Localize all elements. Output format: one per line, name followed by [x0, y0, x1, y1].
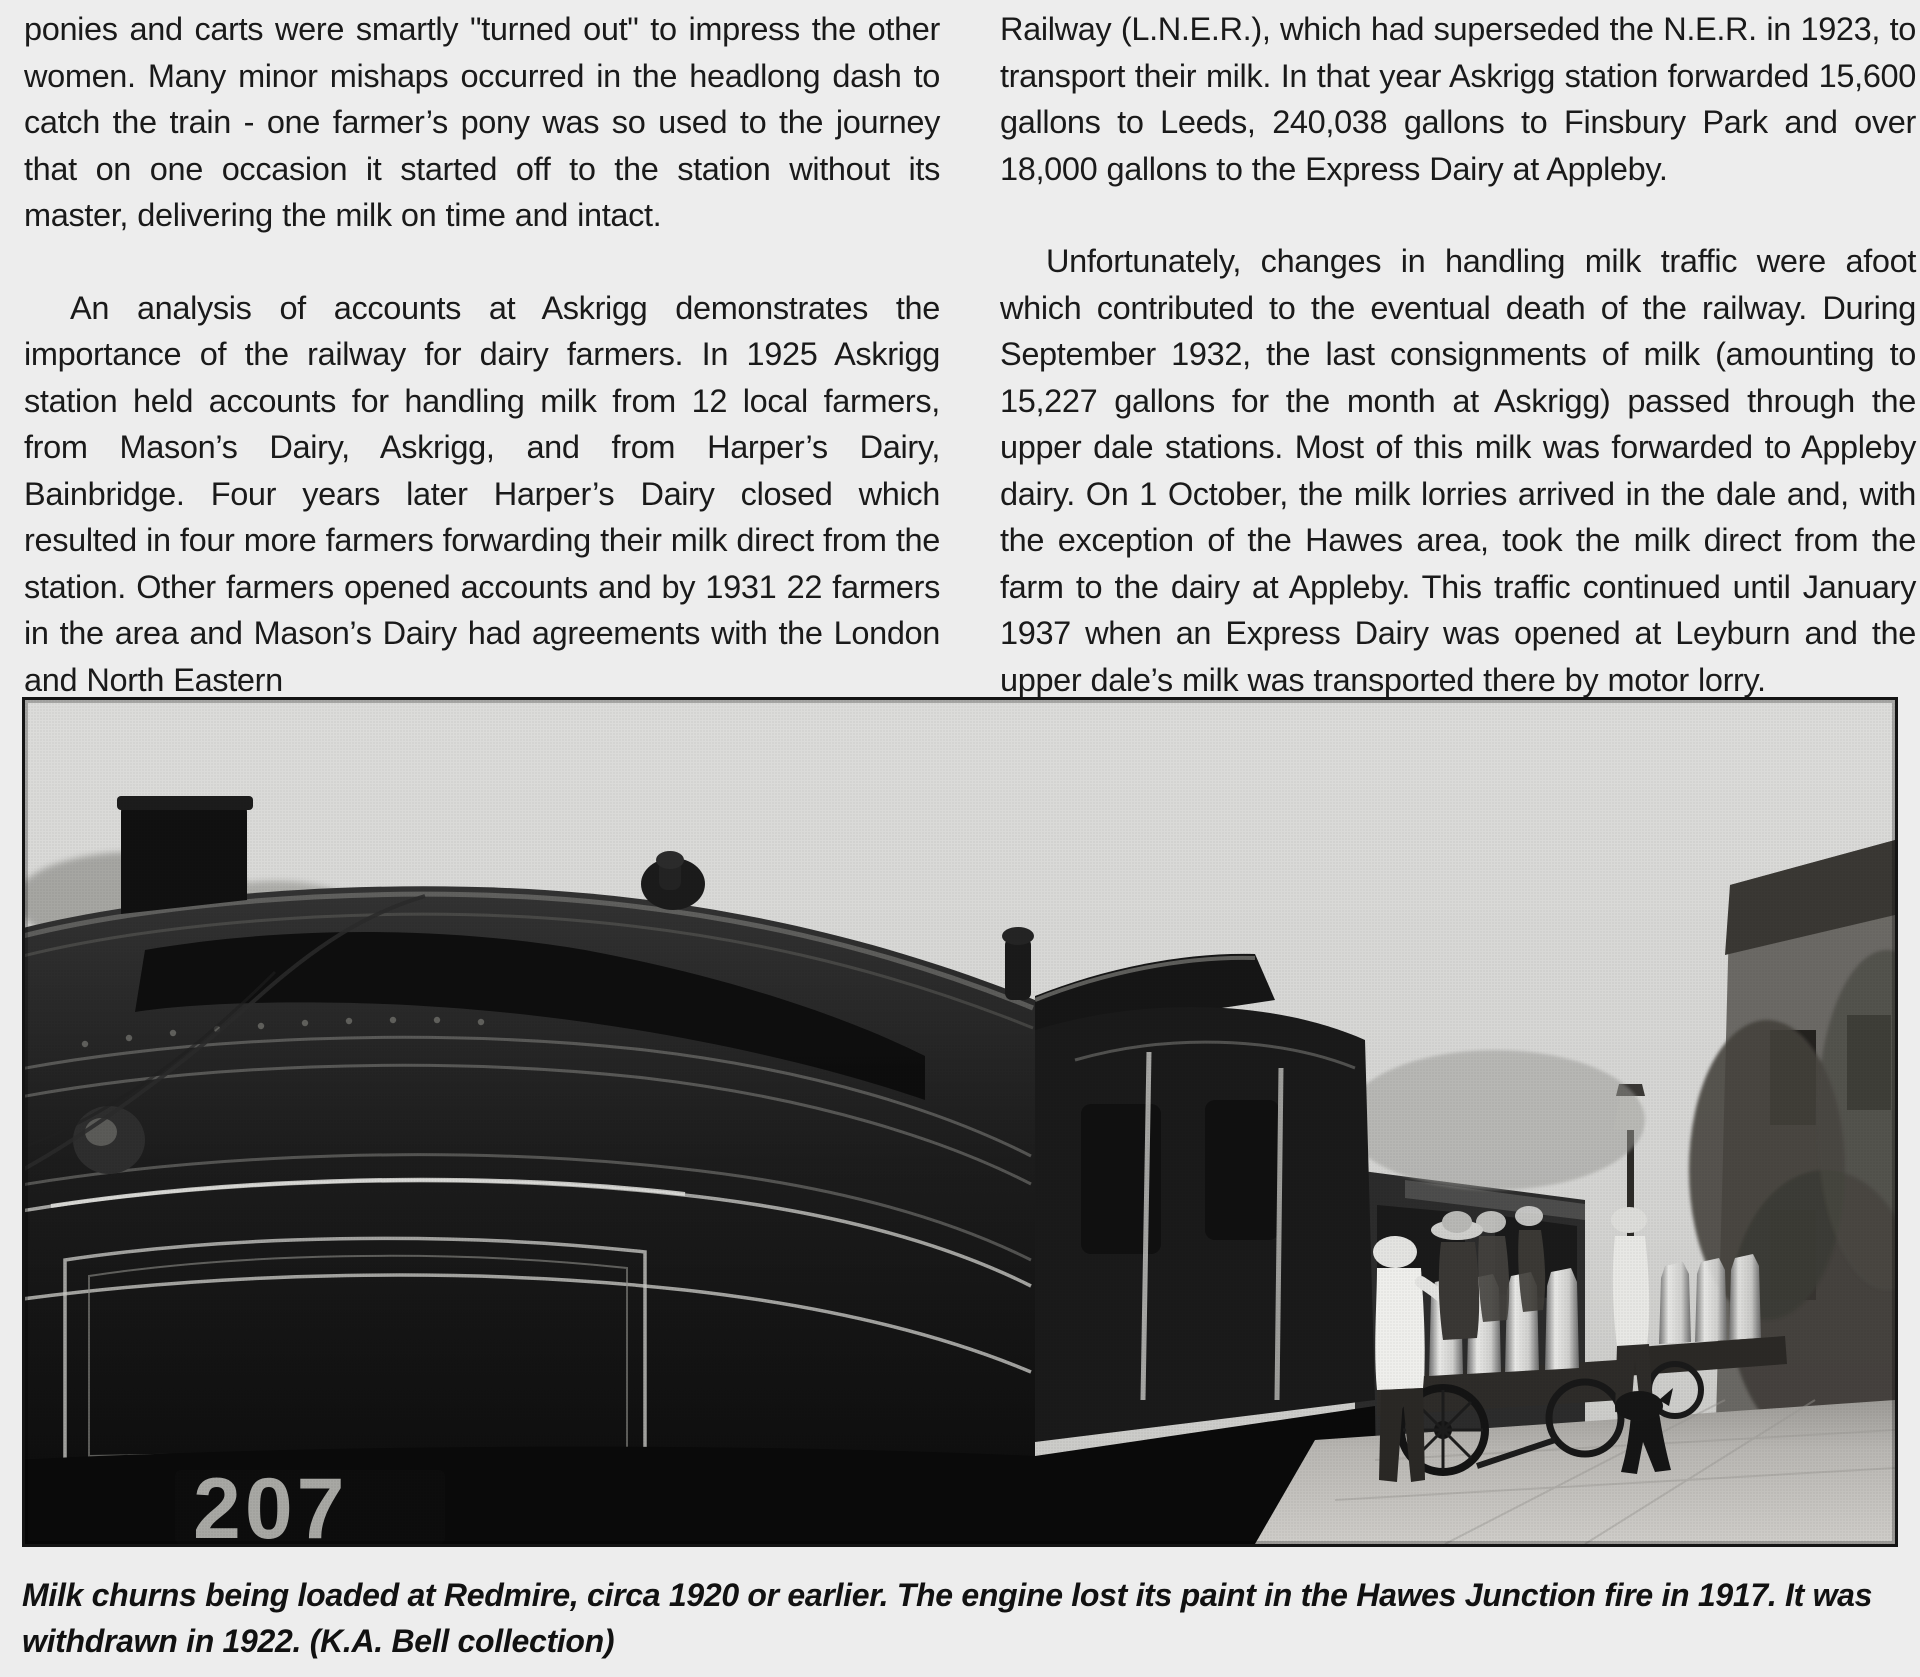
left-column	[24, 6, 940, 698]
left-column-paragraph-2: An analysis of accounts at Askrigg demonstrates the importance of the railway for dairy farmers. In 1925 Askrigg station held accounts for handling milk from 12 local farmers, from Mason’s Dairy, Askrigg, and from Harper’s Dairy, Bainbridge. Four years later Harper’s Dairy closed which resulted in four more farmers forwarding their milk direct from the station. Other farmers opened accounts and by 1931 22 farmers in the area and Mason’s Dairy had agreements with the London and North Eastern	[24, 289, 940, 698]
left-column-paragraph-1: ponies and carts were smartly "turned out" to impress the other women. Many minor mishaps occurred in the headlong dash to catch the train - one farmer’s pony was so used to the journey that on one occasion it started off to the station without its master, delivering the milk on time and intact.	[24, 11, 940, 233]
right-column-paragraph-2: Unfortunately, changes in handling milk traffic were afoot which contributed to the eventual death of the railway. During September 1932, the last consignments of milk (amounting to 15,227 gallons for the month at Askrigg) passed through the upper dale stations. Most of this milk was forwarded to Appleby dairy. On 1 October, the milk lorries arrived in the dale and, with the exception of the Hawes area, took the milk direct from the farm to the dairy at Appleby. This traffic continued until January 1937 when an Express Dairy was opened at Leyburn and the upper dale’s milk was transported there by motor lorry.	[1000, 243, 1916, 698]
historic-photograph	[22, 697, 1898, 1547]
photograph-illustration	[25, 700, 1895, 1544]
photo-halftone-texture	[25, 700, 1895, 1544]
text-columns	[0, 0, 1920, 698]
right-column	[1000, 6, 1916, 698]
right-column-paragraph-1: Railway (L.N.E.R.), which had superseded the N.E.R. in 1923, to transport their milk. In that year Askrigg station forwarded 15,600 gallons to Leeds, 240,038 gallons to Finsbury Park and over 18,000 gallons to the Express Dairy at Appleby.	[1000, 11, 1916, 187]
photograph-caption: Milk churns being loaded at Redmire, circa 1920 or earlier. The engine lost its paint in the Hawes Junction fire in 1917. It was withdrawn in 1922. (K.A. Bell collection)	[22, 1577, 1873, 1659]
